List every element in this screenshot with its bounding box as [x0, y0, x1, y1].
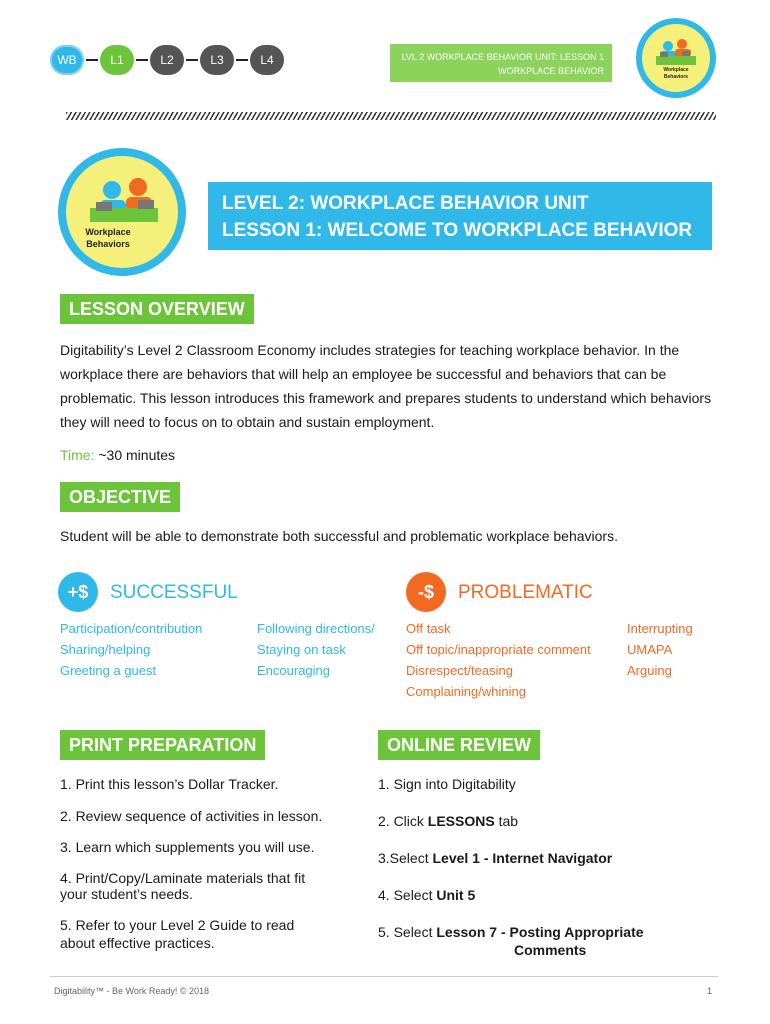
online-step-5	[378, 924, 644, 941]
workplace-behaviors-logo	[58, 148, 186, 276]
list-item: Following directions/	[257, 621, 375, 636]
online-review-heading: ONLINE REVIEW	[378, 730, 540, 760]
level-l1-pill[interactable]: L1	[100, 45, 134, 75]
connector	[136, 59, 148, 61]
page-title	[208, 182, 712, 250]
successful-list-2	[257, 618, 375, 681]
decorative-divider	[66, 112, 716, 120]
badge-caption-line2: Behaviors	[86, 239, 130, 249]
objective-heading: OBJECTIVE	[60, 482, 180, 512]
list-item: Staying on task	[257, 642, 346, 657]
minus-dollar-icon: -$	[406, 572, 446, 612]
online-step-5-cont	[514, 942, 586, 959]
online-step-1: 1. Sign into Digitability	[378, 776, 516, 792]
workers-icon	[642, 24, 710, 92]
successful-list-1	[60, 618, 202, 681]
problematic-list-1	[406, 618, 591, 702]
level-l2-pill[interactable]: L2	[150, 45, 184, 75]
successful-heading: SUCCESSFUL	[110, 582, 238, 603]
badge-caption-line1: Workplace	[85, 227, 131, 237]
list-item: Off task	[406, 621, 451, 636]
list-item: Sharing/helping	[60, 642, 151, 657]
print-step-4: 4. Print/Copy/Laminate materials that fit	[60, 870, 306, 886]
plus-dollar-icon: +$	[58, 572, 98, 612]
online-step-4-bold: Unit 5	[436, 887, 476, 903]
print-step-5: 5. Refer to your Level 2 Guide to read	[60, 917, 295, 933]
lesson-overview-heading: LESSON OVERVIEW	[60, 294, 254, 324]
connector	[86, 59, 98, 61]
footer-divider	[50, 976, 718, 977]
online-step-4	[378, 887, 475, 904]
list-item: Participation/contribution	[60, 621, 203, 636]
footer-copyright: Digitability™ - Be Work Ready! © 2018	[54, 986, 210, 996]
list-item: Encouraging	[257, 663, 330, 678]
time-label: Time:	[60, 447, 95, 463]
online-step-2-text: 2. Click	[378, 813, 428, 829]
title-line2: LESSON 1: WELCOME TO WORKPLACE BEHAVIOR	[222, 220, 693, 241]
level-l4-pill[interactable]: L4	[250, 45, 284, 75]
time-value: ~30 minutes	[94, 447, 176, 463]
problematic-heading: PROBLEMATIC	[458, 582, 593, 603]
level-nav	[50, 45, 284, 75]
workplace-behaviors-logo-small	[636, 18, 716, 98]
list-item: UMAPA	[627, 642, 673, 657]
print-step-3: 3. Learn which supplements you will use.	[60, 839, 315, 855]
list-item: Complaining/whining	[406, 684, 526, 699]
print-step-4-cont: your student’s needs.	[60, 886, 193, 902]
online-step-4-text: 4. Select	[378, 887, 437, 903]
list-item: Disrespect/teasing	[406, 663, 513, 678]
online-step-5-bold: Lesson 7 - Posting Appropriate	[436, 924, 644, 940]
lesson-overview-text: Digitability’s Level 2 Classroom Economy includes strategies for teaching workplace behavior. In the workplace there are behaviors that will help an employee be successful and behaviors that can be problematic. This lesson introduces this framework and prepares students to understand which behaviors they will need to focus on to obtain and sustain employment.	[60, 342, 712, 430]
print-preparation-steps	[60, 776, 360, 956]
lesson-tag-line1: LVL 2 WORKPLACE BEHAVIOR UNIT: LESSON 1	[401, 52, 604, 62]
online-step-5-bold-cont: Comments	[514, 942, 587, 958]
online-step-3-bold: Level 1 - Internet Navigator	[432, 850, 613, 866]
page-number: 1	[707, 986, 713, 996]
title-line1: LEVEL 2: WORKPLACE BEHAVIOR UNIT	[222, 193, 589, 214]
lesson-tag	[390, 44, 612, 82]
level-l3-pill[interactable]: L3	[200, 45, 234, 75]
badge-caption-line1: Workplace	[663, 67, 689, 73]
connector	[236, 59, 248, 61]
badge-caption	[642, 67, 710, 81]
online-step-5-text: 5. Select	[378, 924, 437, 940]
list-item: Interrupting	[627, 621, 693, 636]
level-wb-pill[interactable]: WB	[50, 45, 84, 75]
print-step-5-cont: about effective practices.	[60, 935, 215, 951]
online-step-2-bold: LESSONS	[427, 813, 495, 829]
workers-icon	[66, 156, 178, 268]
objective-text: Student will be able to demonstrate both successful and problematic workplace behaviors.	[60, 528, 618, 544]
badge-caption	[66, 226, 164, 250]
print-step-1: 1. Print this lesson’s Dollar Tracker.	[60, 776, 279, 792]
list-item: Greeting a guest	[60, 663, 157, 678]
online-review-steps	[378, 776, 718, 966]
list-item: Off topic/inappropriate comment	[406, 642, 591, 657]
time-estimate	[60, 443, 175, 467]
problematic-list-2	[627, 618, 693, 681]
list-item: Arguing	[627, 663, 672, 678]
print-preparation-heading: PRINT PREPARATION	[60, 730, 265, 760]
badge-caption-line2: Behaviors	[663, 74, 689, 80]
lesson-tag-line2: WORKPLACE BEHAVIOR	[498, 66, 604, 76]
online-step-3	[378, 850, 612, 867]
online-step-2	[378, 813, 518, 830]
online-step-2-suffix: tab	[494, 813, 519, 829]
print-step-2: 2. Review sequence of activities in lesson.	[60, 808, 323, 824]
online-step-3-text: 3.Select	[378, 850, 433, 866]
connector	[186, 59, 198, 61]
